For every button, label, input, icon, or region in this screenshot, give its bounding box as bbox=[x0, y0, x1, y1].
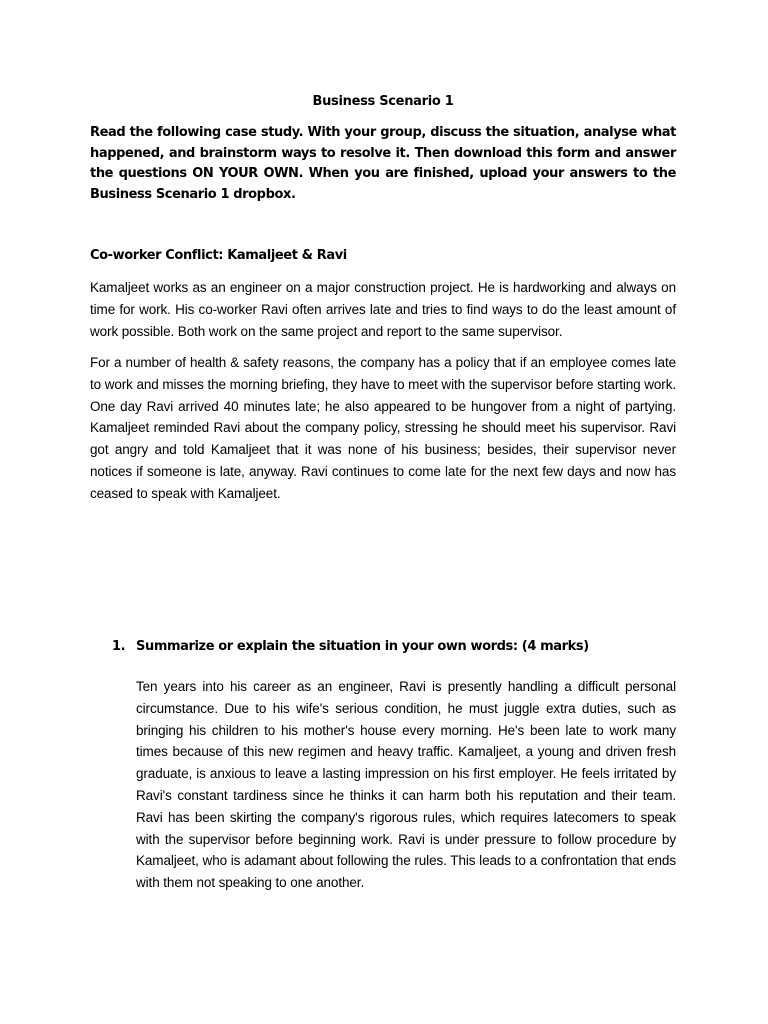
document-title: Business Scenario 1 bbox=[312, 94, 454, 109]
question-number: 1. bbox=[112, 639, 126, 654]
answer-1: Ten years into his career as an engineer, Ravi is presently handling a difficult personal circumstance. Due to his wife's serious condition, he must juggle extra duties, such as bringing his children to his mother's house every morning. He's been late to work many times because of this new regimen and heavy traffic. Kamaljeet, a young and driven fresh graduate, is anxious to leave a lasting impression on his first employer. He feels irritated by Ravi's constant tardiness since he thinks it can harm both his reputation and their team. Ravi has been skirting the company's rigorous rules, which requires latecomers to speak with the supervisor before beginning work. Ravi is under pressure to follow procedure by Kamaljeet, who is adamant about following the rules. This leads to a confrontation that ends with them not speaking to one another. bbox=[136, 679, 676, 891]
case-study-heading: Co-worker Conflict: Kamaljeet & Ravi bbox=[90, 248, 347, 263]
case-study-paragraph-2: For a number of health & safety reasons, the company has a policy that if an employee comes late to work and misses the morning briefing, they have to meet with the supervisor before starting work. One day Ravi arrived 40 minutes late; he also appeared to be hungover from a night of partying. Kamaljeet reminded Ravi about the company policy, stressing he should meet his supervisor. Ravi got angry and told Kamaljeet that it was none of his business; besides, their supervisor never notices if someone is late, anyway. Ravi continues to come late for the next few days and now has ceased to speak with Kamaljeet. bbox=[90, 355, 676, 501]
instructions-paragraph: Read the following case study. With your group, discuss the situation, analyse what happened, and brainstorm ways to resolve it. Then download this form and answer the questions ON YOUR OWN. When you are finished, upload your answers to the Business Scenario 1 dropbox. bbox=[90, 125, 676, 202]
question-1 bbox=[112, 637, 676, 657]
case-study-paragraph-1: Kamaljeet works as an engineer on a major construction project. He is hardworking and always on time for work. His co-worker Ravi often arrives late and tries to find ways to do the least amount of work possible. Both work on the same project and report to the same supervisor. bbox=[90, 280, 676, 339]
question-text: Summarize or explain the situation in your own words: (4 marks) bbox=[136, 639, 589, 654]
